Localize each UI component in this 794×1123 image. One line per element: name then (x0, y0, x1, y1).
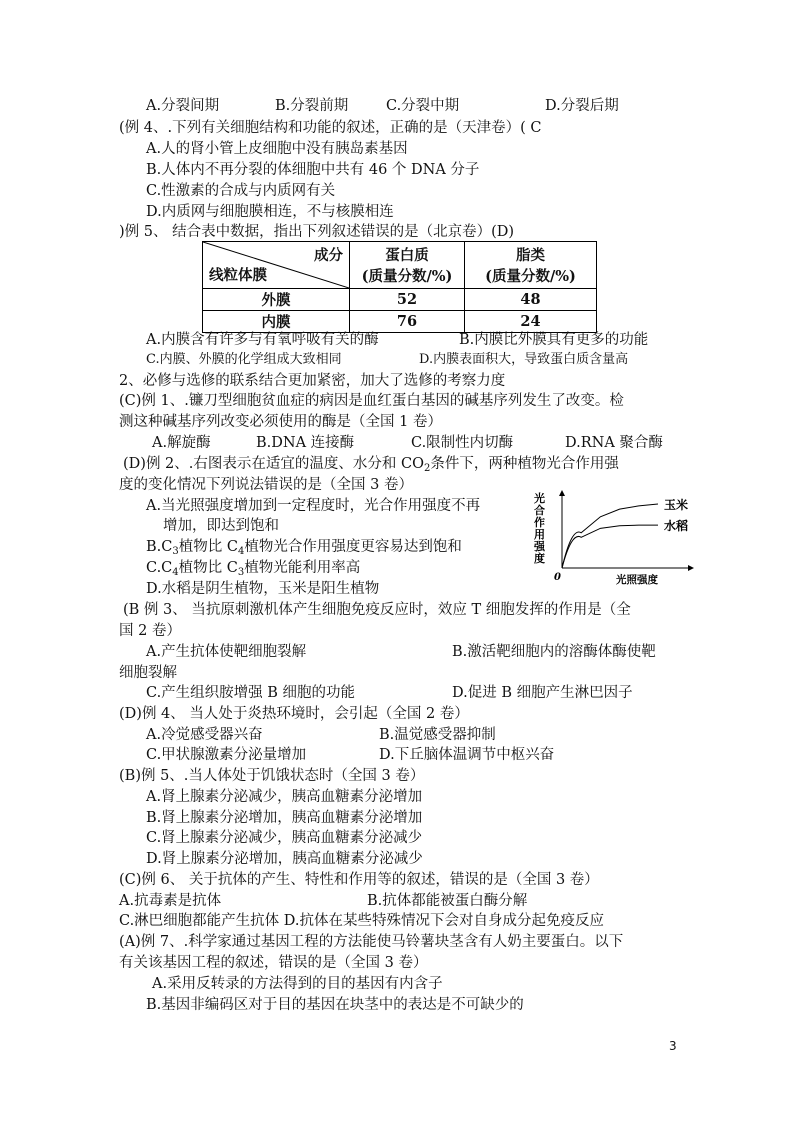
y-axis-arrow (559, 490, 565, 496)
example-3: (B 例 3、 当抗原刺激机体产生细胞免疫反应时，效应 T 细胞发挥的作用是（全 (123, 602, 631, 618)
q5-option-c: C.内膜、外膜的化学组成大致相同 (146, 352, 342, 367)
e2-option-a-cont: 增加，即达到饱和 (163, 518, 279, 534)
mitochondria-membrane-table (202, 241, 597, 333)
e6-option-b: B.抗体都能被蛋白酶分解 (367, 893, 528, 909)
e3-option-a: A.产生抗体使靶细胞裂解 (146, 644, 307, 660)
series-line-corn (562, 504, 658, 568)
e6-option-a: A.抗毒素是抗体 (119, 893, 222, 909)
row-lipid: 48 (465, 289, 597, 311)
line-q3-options (0, 96, 794, 116)
e2-option-d: D.水稻是阴生植物，玉米是阳生植物 (146, 581, 380, 597)
series-line-rice (562, 525, 658, 568)
question-4: (例 4、.下列有关细胞结构和功能的叙述，正确的是（天津卷）( C (119, 120, 542, 136)
e3-option-d: D.促进 B 细胞产生淋巴因子 (452, 685, 633, 701)
e6-options-ab (0, 891, 794, 911)
option-a: A.分裂间期 (146, 98, 220, 114)
e2-option-b: $B.C_3$植物比 $C_4$植物光合作用强度更容易达到饱和 (146, 539, 462, 557)
e4-option-b: B.温觉感受器抑制 (379, 727, 496, 743)
e3-option-c: C.产生组织胺增强 B 细胞的功能 (146, 685, 356, 701)
row-name: 外膜 (203, 289, 350, 311)
q4-option-b: B.人体内不再分裂的体细胞中共有 46 个 DNA 分子 (146, 162, 480, 178)
row-protein: 52 (350, 289, 465, 311)
row-name: 内膜 (203, 311, 350, 333)
q5-option-a: A.内膜含有许多与有氧呼吸有关的酶 (146, 332, 379, 348)
example-1-options (0, 433, 794, 453)
e7-option-b: B.基因非编码区对于目的基因在块茎中的表达是不可缺少的 (146, 997, 524, 1013)
x-axis-label: 光照强度 (616, 574, 658, 586)
x-axis-arrow (688, 565, 694, 571)
y-axis-label-char: 光 (534, 492, 545, 505)
origin-label: 0 (554, 572, 561, 583)
example-1-cont: 测这种碱基序列改变必须使用的酶是（全国 1 卷） (119, 414, 442, 430)
q5-option-b: B.内膜比外膜具有更多的功能 (459, 332, 649, 348)
corner-label-top: 成分 (314, 247, 343, 264)
series-label-corn: 玉米 (664, 498, 689, 512)
e7-option-a: A.采用反转录的方法得到的目的基因有内含子 (152, 976, 443, 992)
y-axis-label (533, 491, 546, 565)
example-4: (D)例 4、 当人处于炎热环境时，会引起（全国 2 卷） (119, 706, 469, 722)
e5-option-b: B.肾上腺素分泌增加，胰高血糖素分泌增加 (146, 810, 423, 826)
example-6: (C)例 6、 关于抗体的产生、特性和作用等的叙述，错误的是（全国 3 卷） (119, 872, 599, 888)
e5-option-a: A.肾上腺素分泌减少，胰高血糖素分泌增加 (146, 789, 423, 805)
option-d: D.分裂后期 (545, 98, 619, 114)
y-axis-label-char: 作 (534, 516, 545, 529)
e3-options-cd (0, 683, 794, 703)
q4-option-d: D.内质网与细胞膜相连，不与核膜相连 (146, 204, 394, 220)
q5-options-cd (0, 350, 794, 370)
e4-option-a: A.冷觉感受器兴奋 (146, 727, 263, 743)
q5-option-d: D.内膜表面积大，导致蛋白质含量高 (419, 352, 629, 367)
header-protein: 蛋白质 (质量分数/%) (350, 242, 465, 289)
corner-label-bottom: 线粒体膜 (209, 267, 267, 284)
row-protein: 76 (350, 311, 465, 333)
e1-option-a: A.解旋酶 (152, 435, 211, 451)
e3-options-ab (0, 642, 794, 662)
e4-option-d: D.下丘脑体温调节中枢兴奋 (379, 747, 555, 763)
e2-option-c: $C.C_4$植物比 $C_3$植物光能利用率高 (146, 560, 361, 578)
e5-option-d: D.肾上腺素分泌增加，胰高血糖素分泌减少 (146, 851, 423, 867)
photosynthesis-chart (530, 488, 700, 592)
y-axis-label-char: 合 (534, 504, 545, 517)
section-2-heading: 2、必修与选修的联系结合更加紧密，加大了选修的考察力度 (119, 373, 506, 389)
q4-option-c: C.性激素的合成与内质网有关 (146, 183, 336, 199)
example-7-cont: 有关该基因工程的叙述，错误的是（全国 3 卷） (119, 955, 428, 971)
e1-option-d: D.RNA 聚合酶 (565, 435, 663, 451)
e2-option-a: A.当光照强度增加到一定程度时，光合作用强度不再 (146, 498, 481, 514)
e4-options-cd (0, 745, 794, 765)
table-corner-cell (203, 242, 350, 289)
q4-option-a: A.人的肾小管上皮细胞中没有胰岛素基因 (146, 141, 408, 157)
q5-options-ab (0, 330, 794, 350)
y-axis-label-char: 度 (534, 552, 545, 565)
e6-options-cd: C.淋巴细胞都能产生抗体 D.抗体在某些特殊情况下会对自身成分起免疫反应 (119, 913, 605, 929)
example-7: (A)例 7、.科学家通过基因工程的方法能使马铃薯块茎含有人奶主要蛋白。以下 (119, 934, 624, 950)
example-3-cont: 国 2 卷） (119, 623, 181, 639)
y-axis-label-char: 用 (534, 528, 545, 541)
e4-options-ab (0, 725, 794, 745)
example-1: (C)例 1、.镰刀型细胞贫血症的病因是血红蛋白基因的碱基序列发生了改变。检 (119, 393, 624, 409)
table-row (203, 289, 597, 311)
e4-option-c: C.甲状腺激素分泌量增加 (146, 747, 307, 763)
header-lipid: 脂类 (质量分数/%) (465, 242, 597, 289)
e3-option-b: B.激活靶细胞内的溶酶体酶使靶 (452, 644, 656, 660)
page-number: 3 (669, 1039, 677, 1053)
example-2-cont: 度的变化情况下列说法错误的是（全国 3 卷） (119, 477, 413, 493)
series-label-rice: 水稻 (664, 519, 689, 534)
example-5: (B)例 5、.当人体处于饥饿状态时（全国 3 卷） (119, 768, 425, 784)
option-b: B.分裂前期 (275, 98, 349, 114)
question-5: )例 5、 结合表中数据，指出下列叙述错误的是（北京卷）(D) (119, 224, 515, 240)
e1-option-c: C.限制性内切酶 (411, 435, 514, 451)
e1-option-b: B.DNA 连接酶 (256, 435, 355, 451)
y-axis-label-char: 强 (534, 540, 545, 553)
row-lipid: 24 (465, 311, 597, 333)
e3-option-b-cont: 细胞裂解 (119, 665, 177, 681)
example-2: (D)例 2、.右图表示在适宜的温度、水分和 $CO_2$条件下，两种植物光合作用强 (123, 456, 619, 474)
option-c: C.分裂中期 (386, 98, 460, 114)
e5-option-c: C.肾上腺素分泌减少，胰高血糖素分泌减少 (146, 830, 423, 846)
